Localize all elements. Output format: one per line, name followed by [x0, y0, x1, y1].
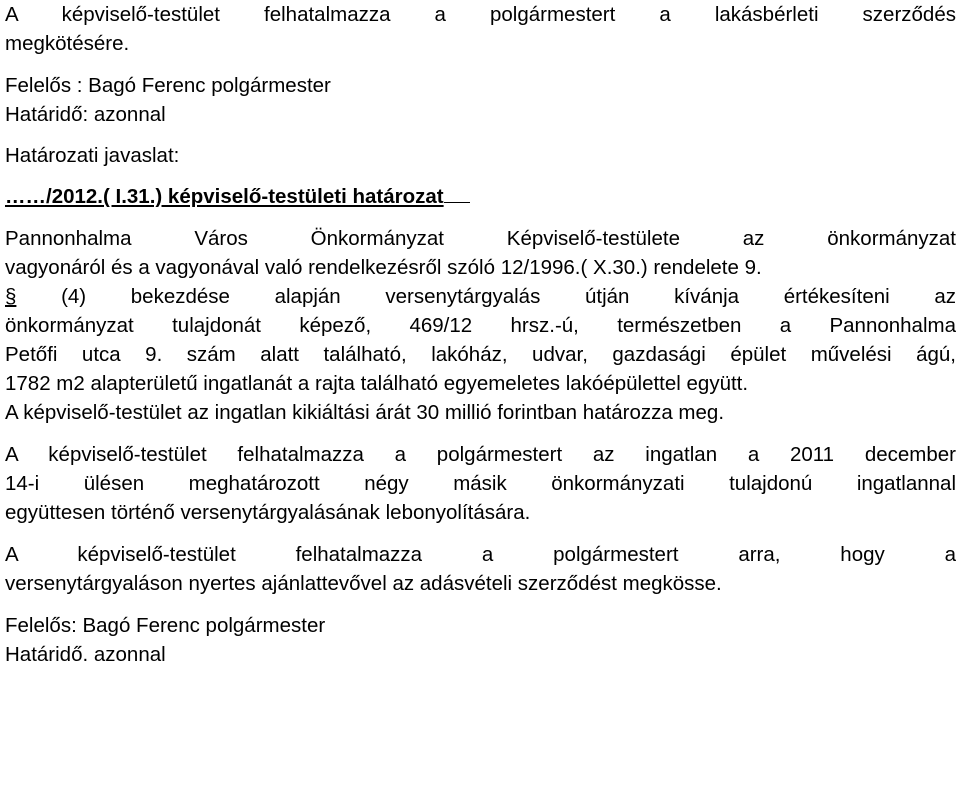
p1-line-1: Pannonhalma Város Önkormányzat Képviselő-testülete az önkormányzat: [5, 227, 956, 250]
document-page: [5, 0, 956, 669]
p1-line-5: Petőfi utca 9. szám alatt található, lakóház, udvar, gazdasági épület művelési ágú,: [5, 343, 956, 366]
section-sign: §: [5, 285, 17, 308]
p1-line-7: A képviselő-testület az ingatlan kikiáltási árát 30 millió forintban határozza meg.: [5, 401, 725, 424]
proposal-label: Határozati javaslat:: [5, 144, 180, 167]
resolution-title: ……/2012.( I.31.) képviselő-testületi határozat: [5, 185, 444, 208]
p3-line-1: A képviselő-testület felhatalmazza a polgármestert arra, hogy a: [5, 543, 956, 566]
p1-line-3: [5, 282, 956, 311]
p2-line-3: együttesen történő versenytárgyalásának lebonyolítására.: [5, 501, 531, 524]
p1-line-3-text: (4) bekezdése alapján versenytárgyalás útján kívánja értékesíteni az: [16, 285, 956, 308]
p1-line-6: 1782 m2 alapterületű ingatlanát a rajta található egyemeletes lakóépülettel együtt.: [5, 372, 749, 395]
resolution-title-row: [5, 182, 956, 211]
p1-line-2: vagyonáról és a vagyonával való rendelkezésről szóló 12/1996.( X.30.) rendelete 9.: [5, 256, 762, 279]
p1-line-4: önkormányzat tulajdonát képező, 469/12 hrsz.-ú, természetben a Pannonhalma: [5, 314, 956, 337]
deadline-2: Határidő. azonnal: [5, 643, 166, 666]
p3-line-2: versenytárgyaláson nyertes ajánlattevővel az adásvételi szerződést megkösse.: [5, 572, 722, 595]
intro-line-2: megkötésére.: [5, 32, 130, 55]
deadline-1: Határidő: azonnal: [5, 103, 166, 126]
responsible-2: Felelős: Bagó Ferenc polgármester: [5, 614, 326, 637]
title-underline-trail: [444, 184, 470, 203]
responsible-1: Felelős : Bagó Ferenc polgármester: [5, 74, 331, 97]
intro-line-1: A képviselő-testület felhatalmazza a polgármestert a lakásbérleti szerződés: [5, 3, 956, 26]
p2-line-2: 14-i ülésen meghatározott négy másik önkormányzati tulajdonú ingatlannal: [5, 472, 956, 495]
p2-line-1: A képviselő-testület felhatalmazza a polgármestert az ingatlan a 2011 december: [5, 443, 956, 466]
